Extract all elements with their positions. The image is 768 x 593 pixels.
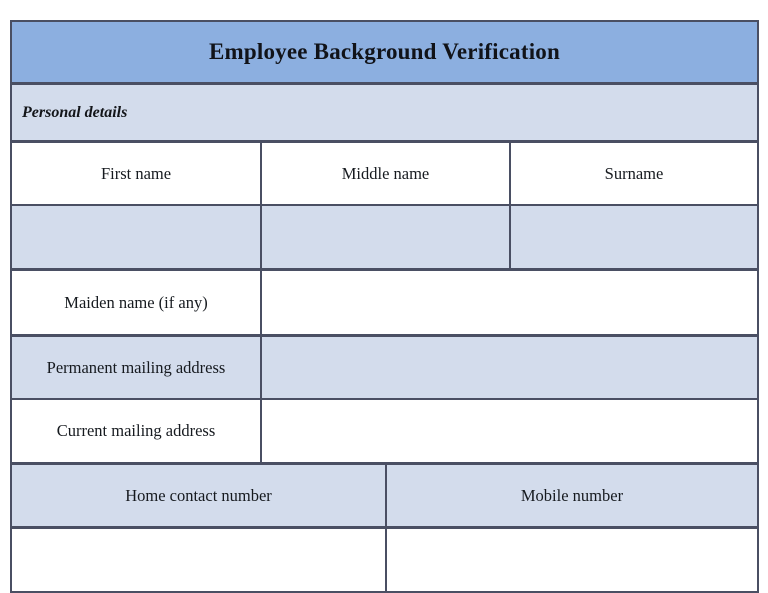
label-maiden-name: Maiden name (if any)	[11, 270, 261, 336]
section-heading-personal-details: Personal details	[22, 103, 128, 121]
header-home-contact-number: Home contact number	[11, 464, 386, 528]
input-permanent-mailing-address[interactable]	[261, 336, 758, 400]
form-title-cell	[11, 21, 758, 84]
input-middle-name[interactable]	[261, 205, 510, 270]
header-first-name: First name	[11, 142, 261, 206]
header-surname: Surname	[510, 142, 758, 206]
section-heading-row	[11, 84, 758, 142]
input-maiden-name[interactable]	[261, 270, 758, 336]
form-title-row	[11, 21, 758, 84]
maiden-name-row	[11, 270, 758, 336]
phone-values-row	[11, 528, 758, 593]
label-permanent-mailing-address: Permanent mailing address	[11, 336, 261, 400]
label-current-mailing-address: Current mailing address	[11, 399, 261, 464]
input-current-mailing-address[interactable]	[261, 399, 758, 464]
input-first-name[interactable]	[11, 205, 261, 270]
input-mobile-number[interactable]	[386, 528, 758, 593]
employee-background-verification-form	[10, 20, 759, 593]
section-heading-cell	[11, 84, 758, 142]
phone-headers-row	[11, 464, 758, 528]
name-headers-row	[11, 142, 758, 206]
page-title: Employee Background Verification	[209, 39, 560, 65]
header-mobile-number: Mobile number	[386, 464, 758, 528]
current-address-row	[11, 399, 758, 464]
input-home-contact-number[interactable]	[11, 528, 386, 593]
header-middle-name: Middle name	[261, 142, 510, 206]
input-surname[interactable]	[510, 205, 758, 270]
name-values-row	[11, 205, 758, 270]
permanent-address-row	[11, 336, 758, 400]
